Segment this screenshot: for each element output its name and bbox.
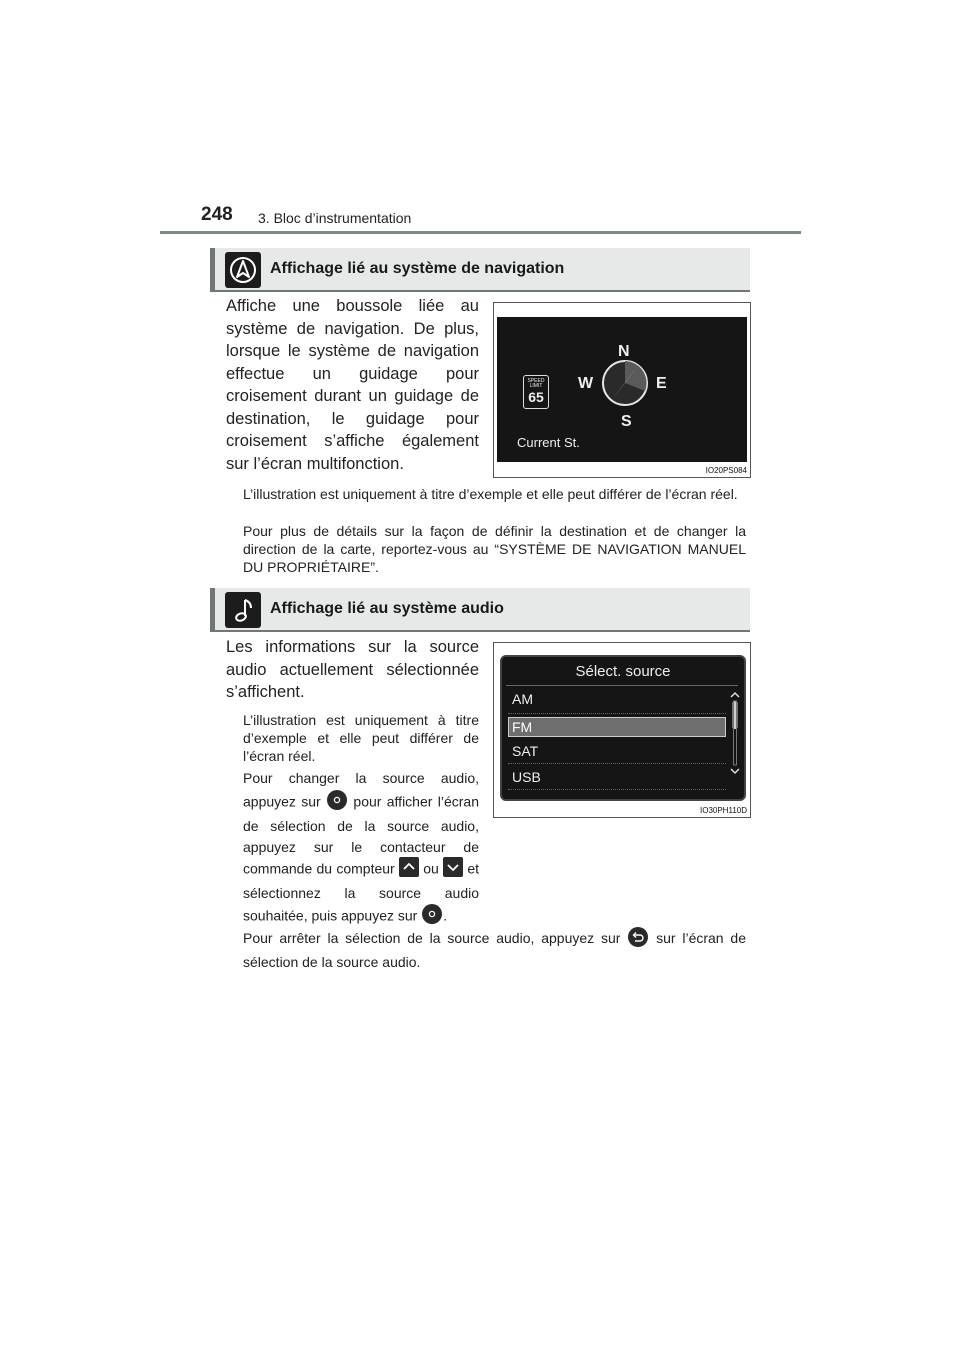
audio-source-sat: SAT	[512, 743, 539, 759]
navigation-screen	[497, 317, 747, 462]
audio-note-1: L’illustration est uniquement à titre d’exemple et elle peut différer de l’écran réel.	[243, 712, 479, 764]
navigation-figure	[493, 302, 751, 478]
audio-source-fm: FM	[512, 719, 533, 735]
scrollbar-icon	[729, 691, 741, 775]
audio-source-am: AM	[512, 691, 533, 707]
navigation-icon	[225, 252, 261, 288]
audio-screen	[500, 655, 746, 801]
audio-source-fm-highlight	[508, 717, 726, 737]
compass-e: E	[656, 375, 667, 392]
audio-screen-title: Sélect. source	[575, 663, 671, 680]
navigation-note-2: Pour plus de détails sur la façon de définir la destination et de changer la direction de la carte, reportez-vous au “SYSTÈME DE NAVIGATION MANUEL DU PROPRIÉTAIRE”.	[243, 523, 746, 575]
figure-code: IO20PS084	[705, 466, 747, 475]
back-button-icon	[627, 926, 649, 953]
ok-button-icon	[326, 789, 348, 817]
page-number: 248	[201, 204, 233, 225]
chapter-title: 3. Bloc d’instrumentation	[258, 210, 412, 226]
audio-body-text: Les informations sur la source audio actuellement sélectionnée s’affichent.	[226, 638, 479, 701]
compass-s: S	[621, 413, 632, 430]
music-note-icon	[225, 592, 261, 628]
header-rule	[160, 231, 801, 234]
current-street: Current St.	[517, 435, 580, 450]
navigation-note-1: L’illustration est uniquement à titre d’exemple et elle peut différer de l’écran réel.	[243, 486, 738, 502]
audio-figure	[493, 642, 751, 818]
compass-n: N	[618, 343, 630, 360]
compass-icon	[597, 355, 653, 411]
down-arrow-button-icon	[443, 857, 463, 883]
audio-section-bar	[210, 588, 750, 632]
up-arrow-button-icon	[399, 857, 419, 883]
compass-w: W	[578, 375, 594, 392]
navigation-section-title: Affichage lié au système de navigation	[270, 260, 565, 277]
audio-note-3: Pour arrêter la sélection de la source audio, appuyez sur sur l’écran de sélection de la source audio.	[243, 926, 746, 972]
audio-source-usb: USB	[512, 769, 541, 785]
audio-note-2: Pour changer la source audio, appuyez sur pour afficher l’écran de sélection de la source audio, appuyez sur le contacteur de commande du compteur ou et sélectionnez la source audio souhaitée, puis appuyez sur .	[243, 768, 479, 931]
navigation-section-bar	[210, 248, 750, 292]
figure-code: IO30PH110D	[700, 806, 747, 815]
navigation-body-text: Affiche une boussole liée au système de navigation. De plus, lorsque le système de navigation effectue un guidage pour croisement durant un guidage de destination, le guidage pour croisement s’affiche également sur l’écran multifonction.	[226, 297, 479, 473]
audio-section-title: Affichage lié au système audio	[270, 600, 504, 617]
speed-limit-sign: SPEED LIMIT 65	[523, 375, 549, 409]
